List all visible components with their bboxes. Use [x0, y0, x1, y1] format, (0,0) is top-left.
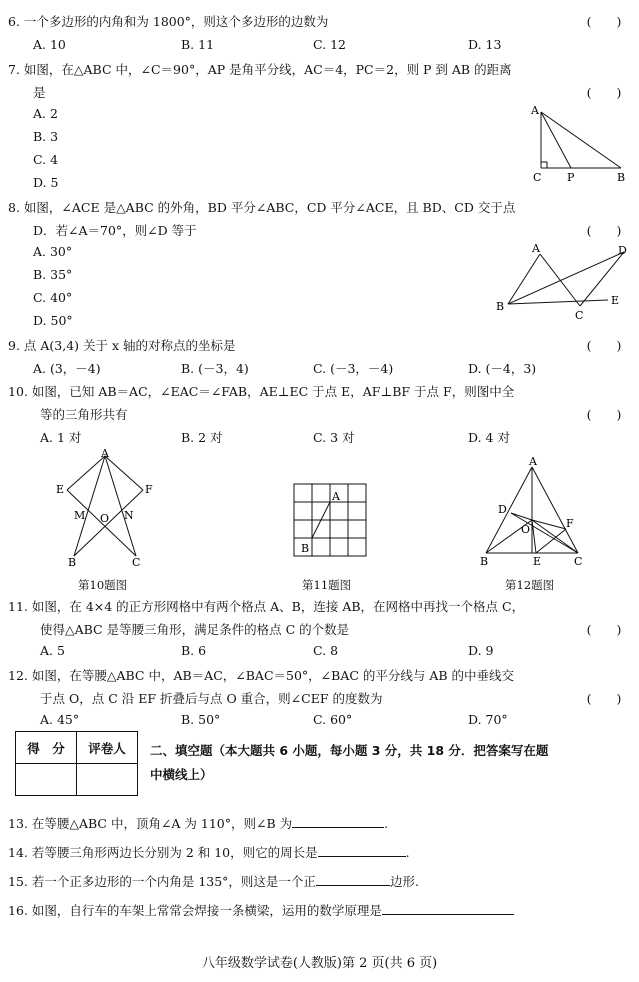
- grader-cell[interactable]: [77, 764, 138, 796]
- fig12-label-b: B: [480, 555, 489, 568]
- q13-line: [8, 814, 388, 832]
- q8-stem-line2: D．若∠A＝70°，则∠D 等于: [33, 223, 197, 238]
- q8-option-d: D. 50°: [33, 313, 73, 328]
- fig10-label-o: O: [100, 512, 110, 525]
- fig10-label-f: F: [145, 483, 153, 496]
- q14-stem-end: .: [405, 845, 410, 860]
- q10-option-b: B. 2 对: [181, 430, 223, 445]
- q7-label-a: A: [531, 104, 539, 117]
- q15-line: [8, 872, 419, 890]
- grader-header: 评卷人: [77, 732, 138, 764]
- q13-stem: 13. 在等腰△ABC 中，顶角∠A 为 110°，则∠B 为: [8, 816, 293, 831]
- q6-option-d: D. 13: [468, 37, 502, 52]
- fig12-label-d: D: [498, 503, 507, 516]
- q12-option-c: C. 60°: [313, 712, 353, 727]
- fig10-label-e: E: [56, 483, 65, 496]
- q7-label-p: P: [567, 171, 575, 184]
- fig12-label-c: C: [574, 555, 583, 568]
- q11-stem-line1: 11. 如图，在 4×4 的正方形网格中有两个格点 A、B，连接 AB，在网格中再找一个格点 C，: [8, 599, 525, 614]
- q8-label-b: B: [496, 300, 505, 313]
- q7-answer-paren: ( ): [586, 85, 622, 100]
- q11-option-d: D. 9: [468, 643, 494, 658]
- q11-option-c: C. 8: [313, 643, 339, 658]
- score-table: [15, 731, 138, 796]
- q13-answer-blank[interactable]: [292, 815, 384, 828]
- q12-option-a: A. 45°: [40, 712, 80, 727]
- q11-figure: [288, 478, 370, 562]
- q15-stem: 15. 若一个正多边形的一个内角是 135°，则这是一个正: [8, 874, 316, 889]
- q8-figure: [490, 240, 635, 322]
- q11-option-b: B. 6: [181, 643, 207, 658]
- q14-answer-blank[interactable]: [318, 844, 406, 857]
- fig11-label-b: B: [301, 542, 310, 555]
- q12-option-b: B. 50°: [181, 712, 221, 727]
- fig10-label-a: A: [101, 448, 109, 460]
- q7-stem-line2: 是: [33, 85, 46, 100]
- q7-option-d: D. 5: [33, 175, 59, 190]
- q10-option-d: D. 4 对: [468, 430, 510, 445]
- q9-option-a: A. (3，－4): [33, 361, 101, 376]
- q7-label-c: C: [533, 171, 542, 184]
- q10-answer-paren: ( ): [586, 407, 622, 422]
- fig12-caption: 第12题图: [505, 578, 555, 592]
- q13-stem-end: .: [384, 816, 389, 831]
- section2-heading-line1: 二、填空题（本大题共 6 小题，每小题 3 分，共 18 分．把答案写在题: [150, 743, 549, 758]
- q9-option-b: B. (－3，4): [181, 361, 249, 376]
- score-header: 得 分: [16, 732, 77, 764]
- q7-option-a: A. 2: [33, 106, 58, 121]
- fig12-label-e: E: [533, 555, 542, 568]
- q8-option-b: B. 35°: [33, 267, 73, 282]
- q16-stem: 16. 如图，自行车的车架上常常会焊接一条横梁，运用的数学原理是: [8, 903, 382, 918]
- q7-label-b: B: [617, 171, 626, 184]
- q6-option-b: B. 11: [181, 37, 215, 52]
- q12-stem-line2: 于点 O，点 C 沿 EF 折叠后与点 O 重合，则∠CEF 的度数为: [40, 691, 383, 706]
- q12-option-d: D. 70°: [468, 712, 508, 727]
- q14-stem: 14. 若等腰三角形两边长分别为 2 和 10，则它的周长是: [8, 845, 318, 860]
- q10-option-a: A. 1 对: [40, 430, 82, 445]
- q6-option-a: A. 10: [33, 37, 66, 52]
- q8-answer-paren: ( ): [586, 223, 622, 238]
- q11-answer-paren: ( ): [586, 622, 622, 637]
- q8-label-e: E: [611, 294, 620, 307]
- q8-option-c: C. 40°: [33, 290, 73, 305]
- score-cell[interactable]: [16, 764, 77, 796]
- q12-stem-line1: 12. 如图，在等腰△ABC 中，AB＝AC，∠BAC＝50°，∠BAC 的平分线与 AB 的中垂线交: [8, 668, 515, 683]
- q16-answer-blank[interactable]: [382, 902, 514, 915]
- q6-option-c: C. 12: [313, 37, 346, 52]
- q10-option-c: C. 3 对: [313, 430, 355, 445]
- q8-label-d: D: [618, 244, 627, 257]
- q9-option-d: D. (－4，3): [468, 361, 537, 376]
- q7-stem-line1: 7. 如图，在△ABC 中，∠C＝90°，AP 是角平分线，AC＝4，PC＝2，则 P 到 AB 的距离: [8, 62, 512, 77]
- fig12-label-f: F: [566, 517, 574, 530]
- q10-stem-line1: 10. 如图，已知 AB＝AC，∠EAC＝∠FAB，AE⊥EC 于点 E，AF⊥BF 于点 F，则图中全: [8, 384, 515, 399]
- q11-option-a: A. 5: [40, 643, 65, 658]
- q10-figure: [50, 448, 160, 570]
- q10-stem-line2: 等的三角形共有: [40, 407, 128, 422]
- q6-stem: 6. 一个多边形的内角和为 1800°，则这个多边形的边数为: [8, 14, 329, 29]
- q8-label-a: A: [532, 242, 540, 255]
- fig10-label-b: B: [68, 556, 77, 569]
- q8-stem-line1: 8. 如图，∠ACE 是△ABC 的外角，BD 平分∠ABC，CD 平分∠ACE，且 BD、CD 交于点: [8, 200, 516, 215]
- q8-option-a: A. 30°: [33, 244, 73, 259]
- q11-stem-line2: 使得△ABC 是等腰三角形，满足条件的格点 C 的个数是: [40, 622, 350, 637]
- fig10-label-m: M: [74, 509, 86, 522]
- q7-option-c: C. 4: [33, 152, 59, 167]
- q15-stem-end: 边形.: [389, 874, 419, 889]
- q12-answer-paren: ( ): [586, 691, 622, 706]
- q7-figure: [525, 102, 635, 184]
- q9-option-c: C. (－3，－4): [313, 361, 394, 376]
- q8-label-c: C: [575, 309, 584, 322]
- fig12-label-a: A: [529, 455, 537, 468]
- q16-line: [8, 901, 514, 919]
- q12-figure: [474, 455, 594, 571]
- page-footer: 八年级数学试卷(人教版)第 2 页(共 6 页): [201, 956, 438, 971]
- fig10-label-c: C: [132, 556, 141, 569]
- q15-answer-blank[interactable]: [316, 873, 390, 886]
- fig10-caption: 第10题图: [78, 578, 128, 592]
- q6-answer-paren: ( ): [586, 14, 622, 29]
- fig12-label-o: O: [521, 523, 531, 536]
- section2-heading-line2: 中横线上）: [150, 767, 213, 782]
- fig10-label-n: N: [124, 509, 134, 522]
- fig11-label-a: A: [332, 490, 340, 503]
- q7-option-b: B. 3: [33, 129, 59, 144]
- q9-stem: 9. 点 A(3,4) 关于 x 轴的对称点的坐标是: [8, 338, 236, 353]
- q14-line: [8, 843, 410, 861]
- fig11-caption: 第11题图: [302, 578, 352, 592]
- q9-answer-paren: ( ): [586, 338, 622, 353]
